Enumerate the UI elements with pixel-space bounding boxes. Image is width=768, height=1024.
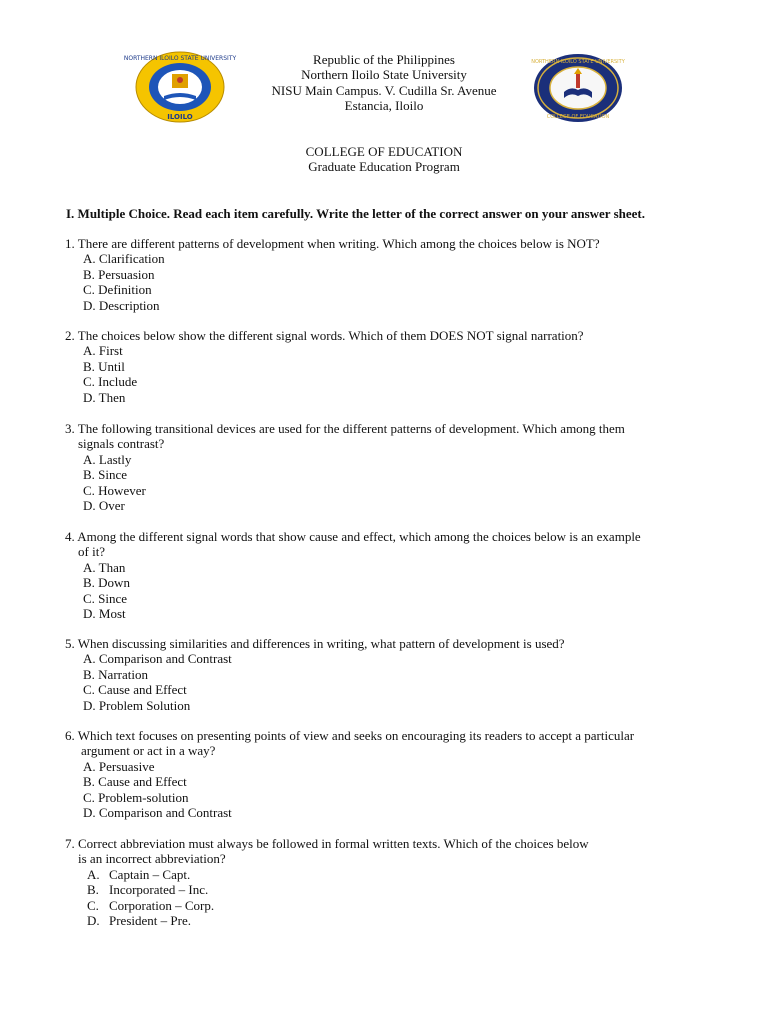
answer-option: C. Since <box>83 590 128 606</box>
answer-option: A. Comparison and Contrast <box>83 651 232 667</box>
option-letter: C. <box>87 897 99 913</box>
question-2 <box>65 328 725 405</box>
answer-option: B. Until <box>83 358 125 374</box>
question-stem: 6. Which text focuses on presenting points of view and seeks on encouraging its readers to accept a particular <box>65 728 635 743</box>
question-stem-continuation: is an incorrect abbreviation? <box>78 851 226 867</box>
question-stem: 1. There are different patterns of development when writing. Which among the choices below is NOT? <box>65 236 600 251</box>
option-text: Incorporated – Inc. <box>109 882 209 898</box>
answer-option: A. First <box>83 343 123 359</box>
question-3 <box>65 421 725 513</box>
question-stem: 7. Correct abbreviation must always be followed in formal written texts. Which of the choices below <box>65 836 589 851</box>
section-instructions: I. Multiple Choice. Read each item carefully. Write the letter of the correct answer on your answer sheet. <box>66 206 645 221</box>
question-stem: 3. The following transitional devices are used for the different patterns of development. Which among them <box>65 421 625 436</box>
question-stem-continuation: signals contrast? <box>78 436 165 452</box>
answer-option: A. Clarification <box>83 251 165 267</box>
question-6 <box>65 728 725 820</box>
question-1 <box>65 236 725 313</box>
answer-option: C. Include <box>83 374 138 390</box>
answer-option <box>65 913 725 928</box>
option-text: Corporation – Corp. <box>109 897 215 913</box>
option-letter: D. <box>87 913 100 929</box>
question-stem: 4. Among the different signal words that show cause and effect, which among the choices below is an example <box>65 529 641 544</box>
question-4 <box>65 529 725 621</box>
answer-option: C. Definition <box>83 282 152 298</box>
answer-option: D. Description <box>83 297 160 313</box>
svg-text:NORTHERN ILOILO STATE UNIVERSI: NORTHERN ILOILO STATE UNIVERSITY <box>531 59 625 65</box>
answer-option: D. Over <box>83 498 125 514</box>
answer-option: C. However <box>83 482 146 498</box>
svg-text:NORTHERN ILOILO STATE UNIVERSI: NORTHERN ILOILO STATE UNIVERSITY <box>123 55 237 62</box>
answer-option <box>65 898 725 913</box>
svg-text:COLLEGE OF EDUCATION: COLLEGE OF EDUCATION <box>546 114 610 120</box>
option-text: President – Pre. <box>109 913 191 929</box>
answer-option <box>65 867 725 882</box>
question-stem-continuation: of it? <box>78 544 106 560</box>
answer-option: B. Cause and Effect <box>83 774 187 790</box>
answer-option <box>65 882 725 897</box>
answer-option: D. Most <box>83 606 126 622</box>
header-line: Estancia, Iloilo <box>344 98 424 114</box>
college-heading <box>0 144 768 175</box>
answer-option: D. Comparison and Contrast <box>83 805 232 821</box>
question-7 <box>65 836 725 928</box>
college-name: COLLEGE OF EDUCATION <box>305 144 463 159</box>
document-header <box>0 52 768 114</box>
answer-option: C. Cause and Effect <box>83 682 187 698</box>
option-text: Captain – Capt. <box>109 866 191 882</box>
answer-option: B. Narration <box>83 666 148 682</box>
answer-option: C. Problem-solution <box>83 789 189 805</box>
header-line: Republic of the Philippines <box>313 52 455 67</box>
program-name: Graduate Education Program <box>308 159 460 175</box>
option-letter: B. <box>87 882 99 898</box>
option-letter: A. <box>87 866 100 882</box>
answer-option: B. Since <box>83 467 128 483</box>
answer-option: D. Then <box>83 389 126 405</box>
answer-option: A. Lastly <box>83 451 132 467</box>
answer-option: B. Down <box>83 575 130 591</box>
question-stem-continuation: argument or act in a way? <box>81 743 216 759</box>
header-line: NISU Main Campus. V. Cudilla Sr. Avenue <box>271 82 497 98</box>
question-stem: 5. When discussing similarities and differences in writing, what pattern of development is used? <box>65 636 565 651</box>
header-line: Northern Iloilo State University <box>301 67 467 83</box>
svg-text:ILOILO: ILOILO <box>167 113 193 121</box>
answer-option: B. Persuasion <box>83 266 155 282</box>
question-5 <box>65 636 725 713</box>
question-stem: 2. The choices below show the different signal words. Which of them DOES NOT signal narration? <box>65 328 584 343</box>
answer-option: A. Persuasive <box>83 758 155 774</box>
answer-option: A. Than <box>83 559 126 575</box>
answer-option: D. Problem Solution <box>83 697 191 713</box>
